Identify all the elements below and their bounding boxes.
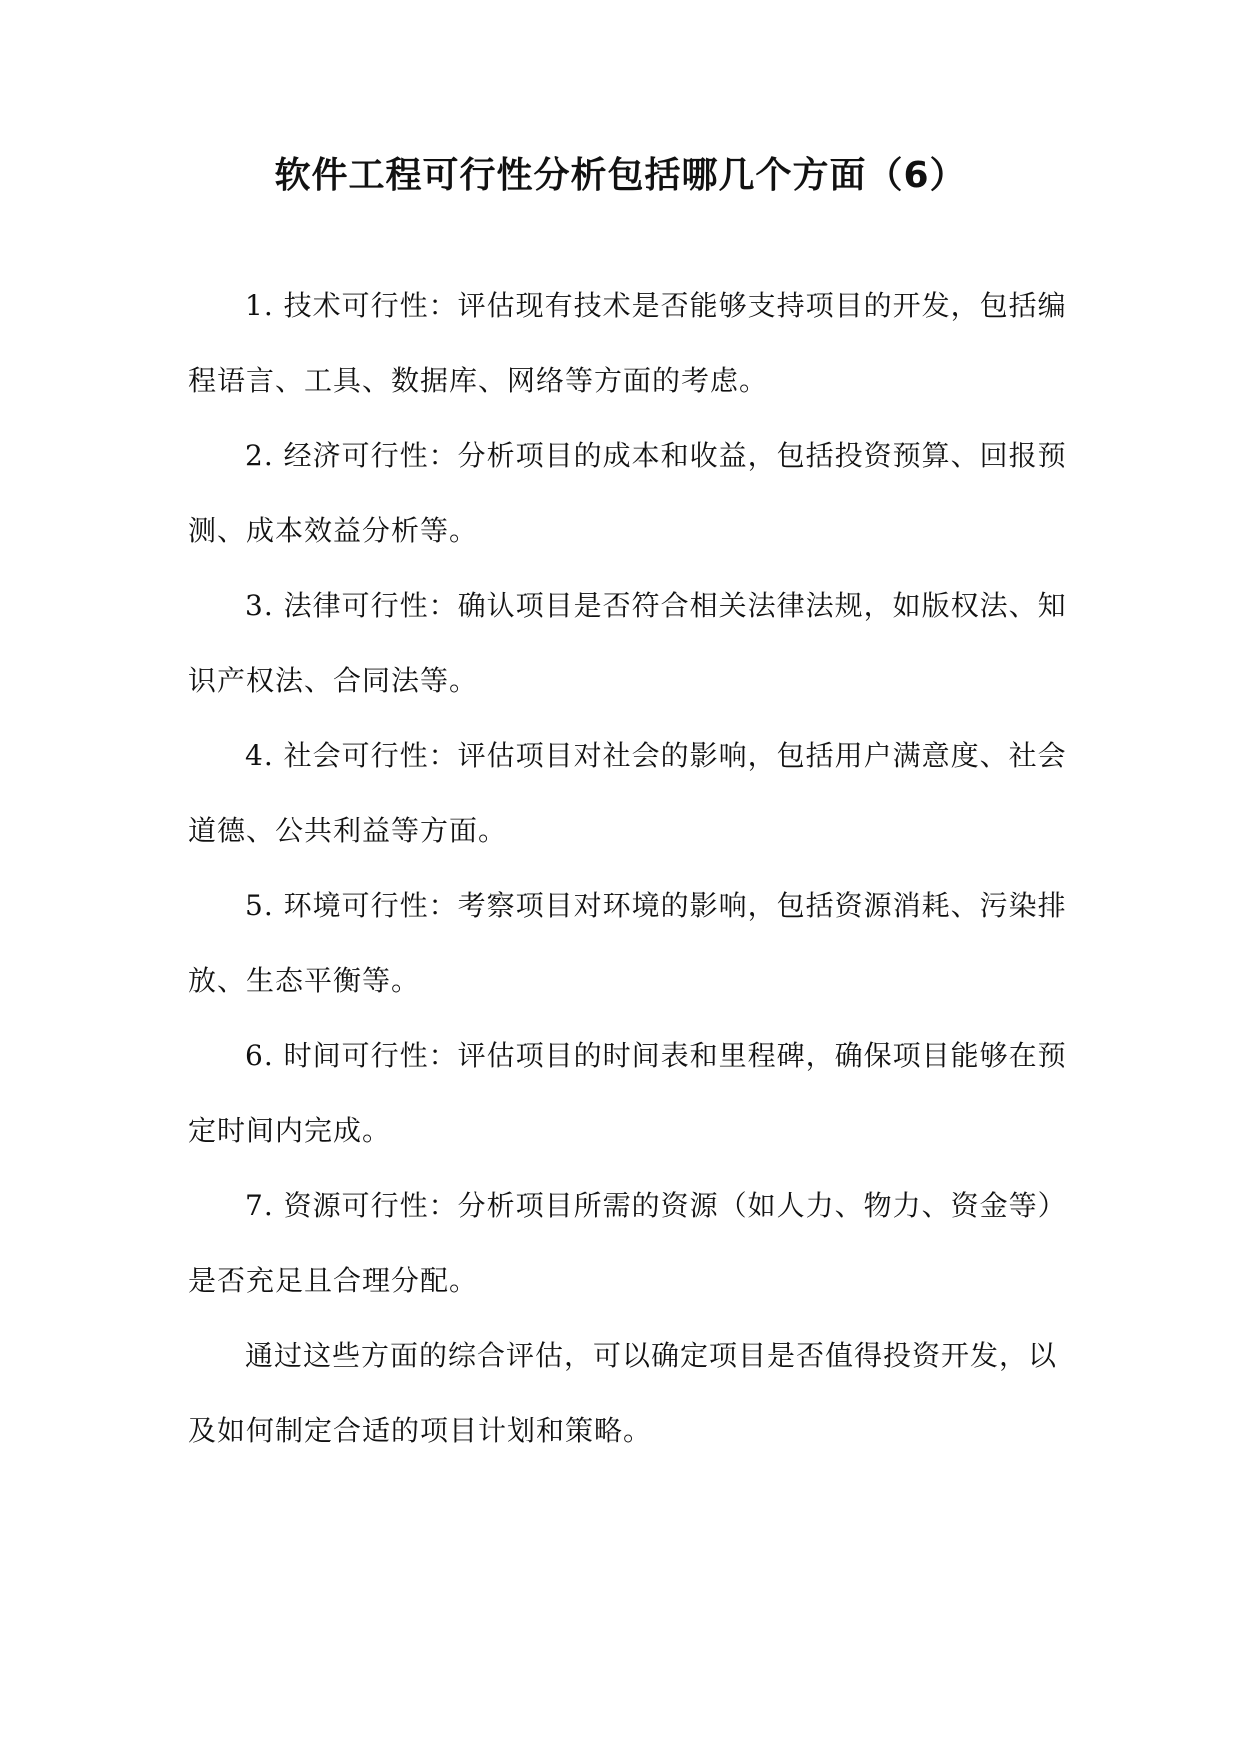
paragraph-environmental-feasibility: 5. 环境可行性：考察项目对环境的影响，包括资源消耗、污染排放、生态平衡等。 bbox=[188, 889, 1067, 997]
document-body bbox=[188, 268, 1068, 1468]
paragraph-technical-feasibility: 1. 技术可行性：评估现有技术是否能够支持项目的开发，包括编程语言、工具、数据库、网络等方面的考虑。 bbox=[188, 289, 1067, 397]
paragraph-social-feasibility: 4. 社会可行性：评估项目对社会的影响，包括用户满意度、社会道德、公共利益等方面。 bbox=[188, 739, 1067, 847]
paragraph-resource-feasibility: 7. 资源可行性：分析项目所需的资源（如人力、物力、资金等）是否充足且合理分配。 bbox=[188, 1189, 1067, 1297]
page-title: 软件工程可行性分析包括哪几个方面（6） bbox=[274, 155, 967, 196]
paragraph-schedule-feasibility: 6. 时间可行性：评估项目的时间表和里程碑，确保项目能够在预定时间内完成。 bbox=[188, 1039, 1067, 1147]
paragraph-legal-feasibility: 3. 法律可行性：确认项目是否符合相关法律法规，如版权法、知识产权法、合同法等。 bbox=[188, 589, 1067, 697]
paragraph-conclusion: 通过这些方面的综合评估，可以确定项目是否值得投资开发，以及如何制定合适的项目计划和策略。 bbox=[188, 1339, 1058, 1447]
paragraph-economic-feasibility: 2. 经济可行性：分析项目的成本和收益，包括投资预算、回报预测、成本效益分析等。 bbox=[188, 439, 1067, 547]
